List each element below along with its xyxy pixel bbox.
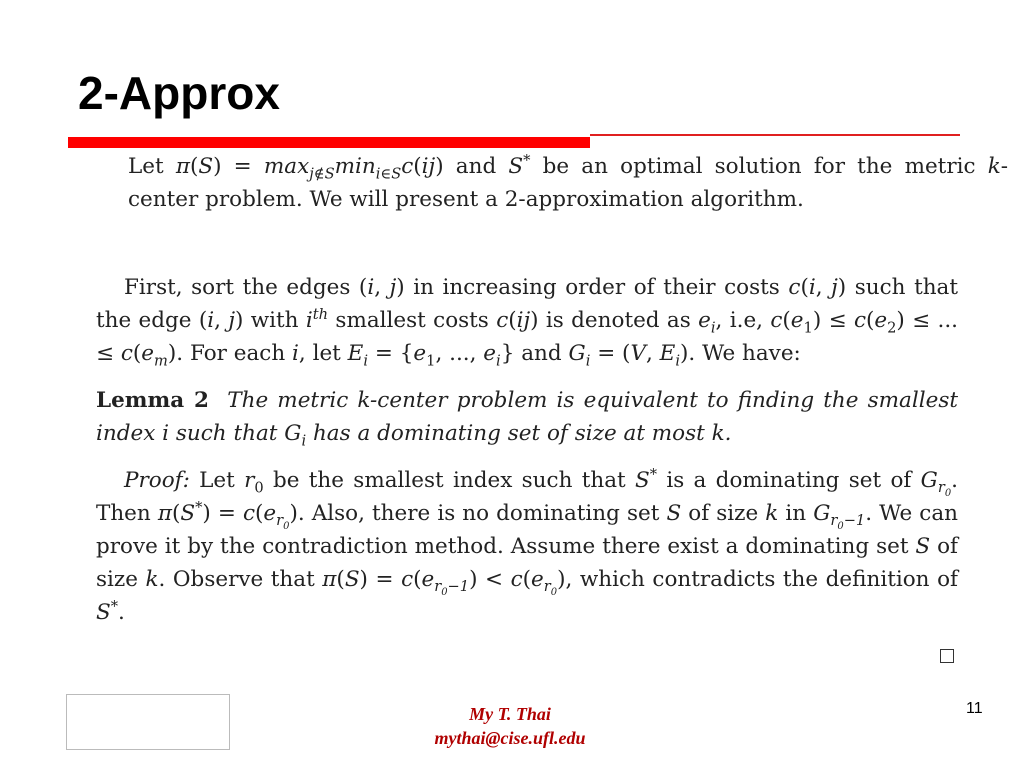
proof-paragraph: Proof: Let $r_0$ be the smallest index such that S* is a dominating set of $G_{r_0}$. Then $\pi(S^*) = c(e_{r_0})$. Also, there is no dominating set S of size k in $G_{r_0-1}$. We can prove it by the contradiction method. Assume there exist a dominating set S of size k. Observe that $\pi(S) = c(e_{r_0-1}) < c(e_{r_0})$, which contradicts the definition of S*. (96, 465, 959, 625)
proof-label: Proof: (124, 468, 190, 493)
footer-email: mythai@cise.ufl.edu (434, 728, 586, 748)
page-number: 11 (966, 700, 983, 717)
sorting-paragraph: First, sort the edges (i, j) in increasing order of their costs c(i, j) such that the edge (i, j) with $i^{th}$ smallest costs c(ij) is denoted as $e_i$, i.e, $c(e_1) \le c(e_2)$ ≤ ... ≤ $c(e_m)$. For each i, let $E_i = \{e_1$, ..., $e_i$} and $G_i = (V$, $E_i$). We have: (96, 275, 959, 370)
intro-paragraph: Let $\pi(S) = \max_{j\notin S}\min_{i\in S}c(ij)$ and S* be an optimal solution for the metric k-center problem. We will present a 2-approximation algorithm. (128, 151, 1008, 212)
slide-title: 2-Approx (78, 67, 280, 119)
footer-credit (380, 702, 640, 750)
lemma-paragraph: Lemma 2 The metric k-center problem is equivalent to finding the smallest index i such that $G_i$ has a dominating set of size at most k. (96, 388, 959, 450)
qed-box-icon (940, 649, 954, 663)
title-underline-thin (590, 134, 960, 136)
lemma-label: Lemma 2 (96, 388, 209, 413)
slide-body (96, 150, 1008, 629)
title-underline-bar (68, 137, 590, 148)
notes-thumbnail (66, 694, 230, 750)
footer-author: My T. Thai (469, 704, 551, 724)
